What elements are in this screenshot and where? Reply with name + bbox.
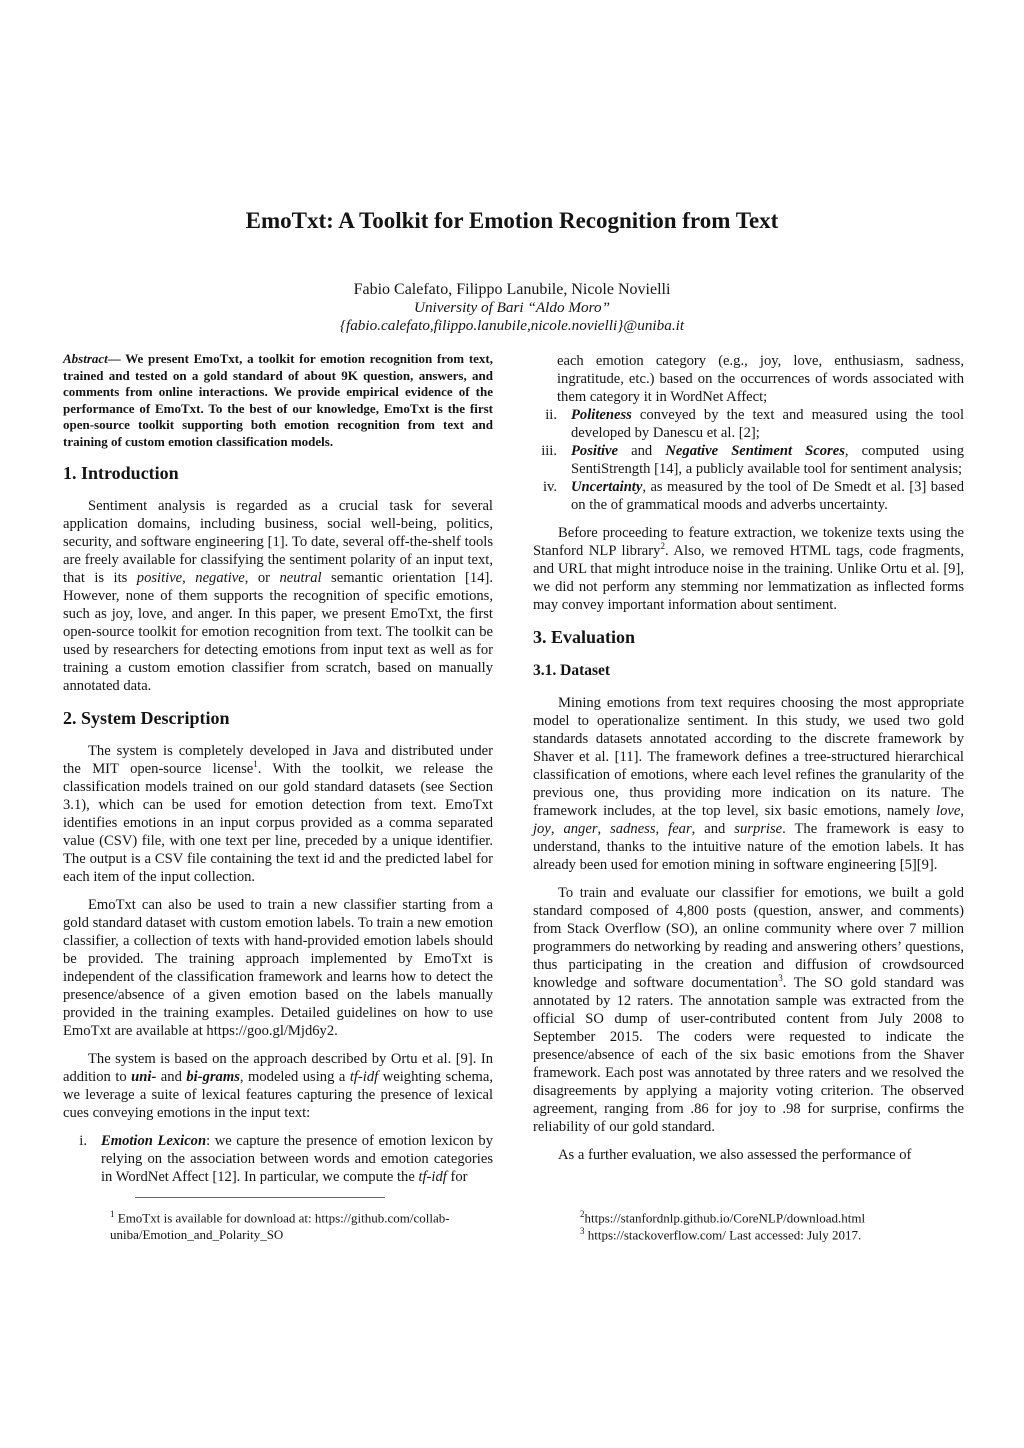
footnote-ref: 2	[660, 541, 665, 552]
footnote-divider	[135, 1197, 385, 1198]
paragraph: Before proceeding to feature extraction, we tokenize texts using the Stanford NLP library$^2$. Also, we removed HTML tags, code fragments, and URL that might introduce noise in the training. Unlike Ortu et al. [9], we did not perform any stemming nor lemmatization as inflected forms may convey important information about sentiment.	[533, 525, 965, 613]
list-item: iv. Uncertainty, as measured by the tool of De Smedt et al. [3] based on the of grammatical moods and adverbs uncertainty.	[542, 479, 964, 513]
affiliation: University of Bari “Aldo Moro”	[413, 299, 611, 316]
footnote-ref: 1	[253, 759, 258, 770]
author-block	[0, 281, 1024, 335]
list-item: i. Emotion Lexicon: we capture the presence of emotion lexicon by relying on the association between words and emotion categories in WordNet Affect [12]. In particular, we compute the tf-idf for	[79, 1133, 494, 1185]
author-email: {fabio.calefato,filippo.lanubile,nicole.novielli}@uniba.it	[339, 317, 685, 334]
author-names: Fabio Calefato, Filippo Lanubile, Nicole Novielli	[353, 281, 671, 298]
list-item: ii. Politeness conveyed by the text and measured using the tool developed by Danescu et al. [2];	[545, 407, 964, 441]
paragraph: The system is based on the approach described by Ortu et al. [9]. In addition to uni- and bi-grams, modeled using a tf-idf weighting schema, we leverage a suite of lexical features capturing the presence of lexical cues conveying emotions in the input text:	[63, 1051, 493, 1121]
paper-title: EmoTxt: A Toolkit for Emotion Recognition from Text	[245, 208, 779, 233]
abstract	[63, 351, 493, 450]
list-item: iii. Positive and Negative Sentiment Scores, computed using SentiStrength [14], a publicly available tool for sentiment analysis;	[541, 443, 964, 477]
left-column	[63, 351, 493, 1186]
footnote-2: $^2$https://stanfordnlp.github.io/CoreNLP/download.html	[580, 1209, 866, 1226]
abstract-lead: Abstract	[63, 351, 108, 366]
footnote-1: $^1$ EmoTxt is available for download at: https://github.com/collab-uniba/Emotion_and_Polarity_SO	[110, 1209, 450, 1243]
abstract-dash: —	[107, 351, 121, 366]
paragraph: To train and evaluate our classifier for emotions, we built a gold standard composed of 4,800 posts (question, answer, and comments) from Stack Overflow (SO), an online community where over 7 million programmers do networking by reading and answering others’ questions, thus participating in the creation and diffusion of crowdsourced knowledge and software documentation$^3$. The SO gold standard was annotated by 12 raters. The annotation sample was extracted from the official SO dump of user-contributed content from July 2008 to September 2015. The coders were requested to indicate the presence/absence of each of the six basic emotions from the Shaver framework. Each post was annotated by three raters and we resolved the disagreements by applying a majority voting criterion. The observed agreement, ranging from .86 for joy to .98 for surprise, confirms the reliability of our gold standard.	[533, 885, 964, 1135]
section-heading-introduction: 1. Introduction	[63, 463, 179, 483]
footnote-3: $^3$ https://stackoverflow.com/ Last accessed: July 2017.	[580, 1226, 862, 1243]
paragraph: The system is completely developed in Java and distributed under the MIT open-source license$^1$. With the toolkit, we release the classification models trained on our gold standard datasets (see Section 3.1), which can be used for emotion detection from text. EmoTxt identifies emotions in an input corpus provided as a comma separated value (CSV) file, with one text per line, preceded by a unique identifier. The output is a CSV file containing the text id and the predicted label for each item of the input collection.	[63, 743, 493, 885]
section-heading-evaluation: 3. Evaluation	[533, 627, 636, 647]
paragraph: EmoTxt can also be used to train a new classifier starting from a gold standard dataset with custom emotion labels. To train a new emotion classifier, a collection of texts with hand-provided emotion labels should be provided. The training approach implemented by EmoTxt is independent of the classification framework and learns how to detect the presence/absence of a given emotion based on the labels manually provided in the training examples. Detailed guidelines on how to use EmoTxt are available at https://goo.gl/Mjd6y2.	[63, 897, 493, 1039]
footnote-ref: 3	[778, 973, 783, 984]
subsection-heading-dataset: 3.1. Dataset	[533, 662, 611, 679]
paragraph: Sentiment analysis is regarded as a crucial task for several application domains, including business, social well-being, politics, security, and software engineering [1]. To date, several off-the-shelf tools are freely available for classifying the sentiment polarity of an input text, that is its positive, negative, or neutral semantic orientation [14]. However, none of them supports the recognition of specific emotions, such as joy, love, and anger. In this paper, we present EmoTxt, the first open-source toolkit for emotion recognition from text. The toolkit can be used by researchers for detecting emotions from input text as well as for training a custom emotion classifier from scratch, based on manually annotated data.	[63, 498, 494, 694]
section-heading-system: 2. System Description	[63, 708, 230, 728]
paragraph: As a further evaluation, we also assessed the performance of	[558, 1147, 912, 1163]
right-column	[533, 352, 964, 1174]
paragraph: Mining emotions from text requires choosing the most appropriate model to operationalize sentiment. In this study, we used two gold standards datasets annotated according to the discrete framework by Shaver et al. [11]. The framework defines a tree-structured hierarchical classification of emotions, where each level refines the granularity of the previous one, thus providing more indication on its nature. The framework includes, at the top level, six basic emotions, namely love, joy, anger, sadness, fear, and surprise. The framework is easy to understand, thanks to the intuitive nature of the emotion labels. It has already been used for emotion mining in software engineering [5][9].	[533, 695, 965, 873]
list-item-continuation: each emotion category (e.g., joy, love, enthusiasm, sadness, ingratitude, etc.) based on the occurrences of words associated with them category it in WordNet Affect;	[557, 353, 964, 405]
abstract-text: We present EmoTxt, a toolkit for emotion recognition from text, trained and tested on a gold standard of about 9K question, answers, and comments from online interactions. We provide empirical evidence of the performance of EmoTxt. To the best of our knowledge, EmoTxt is the first open-source toolkit supporting both emotion recognition from text and training of custom emotion classification models.	[63, 351, 493, 449]
